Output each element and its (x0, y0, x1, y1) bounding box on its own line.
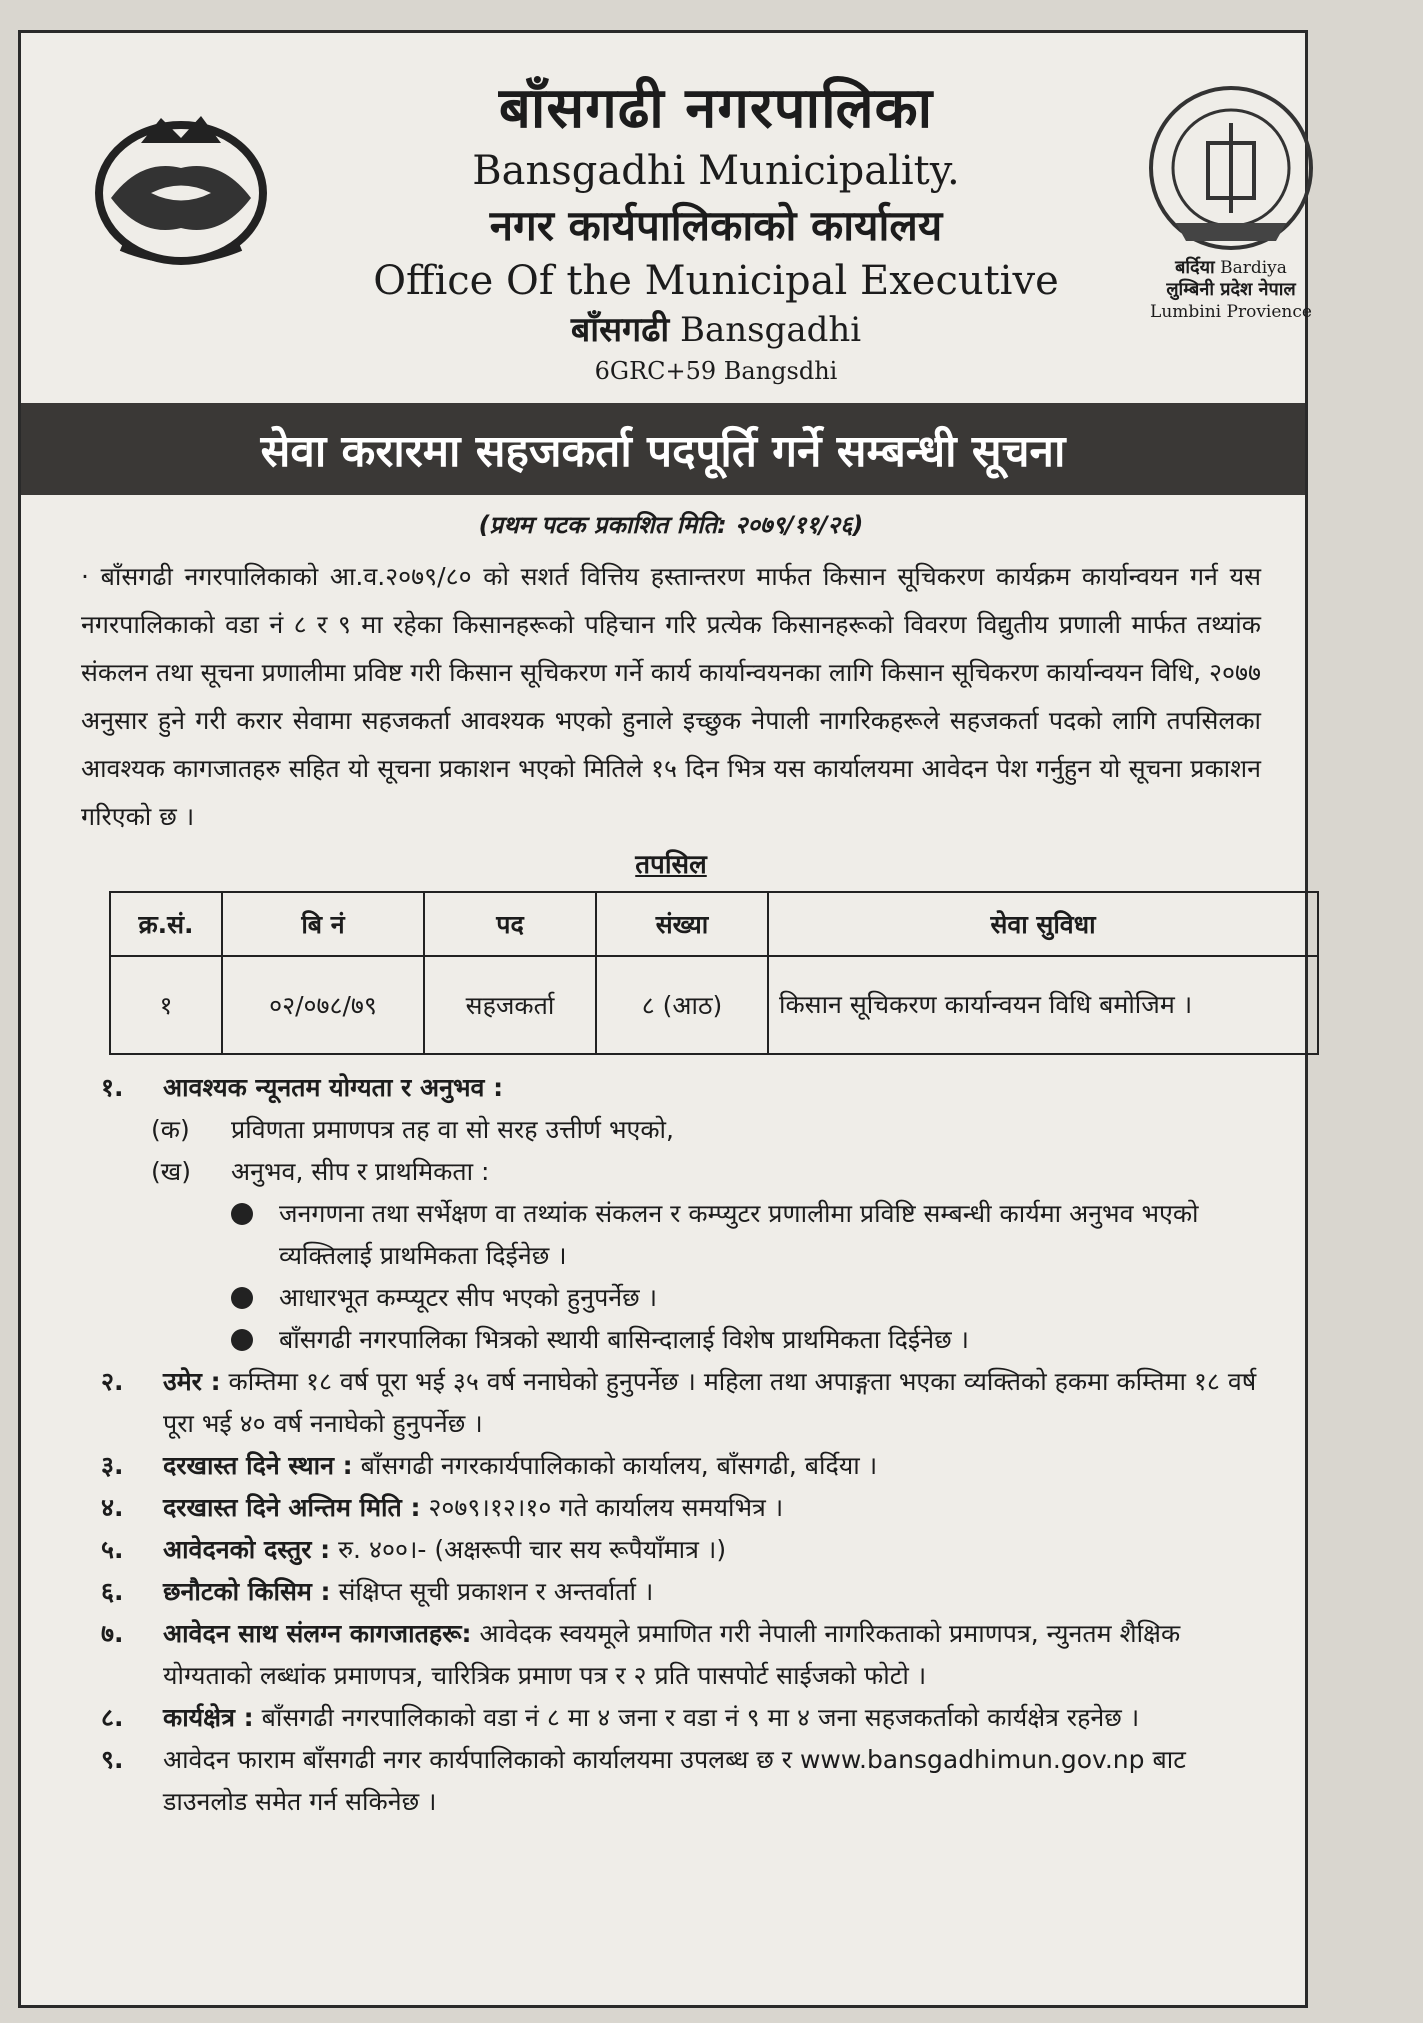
sub-item-label: (क) (151, 1115, 190, 1144)
table-cell: किसान सूचिकरण कार्यान्वयन विधि बमोजिम । (768, 956, 1318, 1054)
sub-item (151, 1109, 1261, 1151)
item-label: छनौटको किसिम : (163, 1577, 331, 1606)
bullet-item (231, 1193, 1261, 1277)
seal-province-np-line (1131, 279, 1331, 301)
schedule-heading: तपसिल (635, 850, 707, 880)
bullet-icon (231, 1287, 253, 1309)
sub-item (151, 1151, 1261, 1193)
place-name (321, 307, 1111, 353)
item-label: उमेर : (163, 1367, 221, 1396)
seal-province-en: Lumbini Provience (1150, 302, 1312, 322)
list-item (101, 1067, 1261, 1109)
bullet-text: आधारभूत कम्प्यूटर सीप भएको हुनुपर्नेछ । (279, 1283, 658, 1312)
item-value: आवेदन फाराम बाँसगढी नगर कार्यपालिकाको कार्यालयमा उपलब्ध छ र www.bansgadhimun.gov.np बाट डाउनलोड समेत गर्न सकिनेछ । (163, 1745, 1186, 1816)
requirements-list (81, 1067, 1261, 1823)
table-header-row (110, 892, 1318, 956)
item-label: आवेदन साथ संलग्न कागजातहरू: (163, 1619, 472, 1648)
intro-paragraph: · बाँसगढी नगरपालिकाको आ.व.२०७९/८० को सशर्त वित्तिय हस्तान्तरण मार्फत किसान सूचिकरण कार्यक्रम कार्यान्वयन गर्न यस नगरपालिकाको वडा नं ८ र ९ मा रहेका किसानहरूको पहिचान गरि प्रत्येक किसानहरूको विवरण विद्युतीय प्रणाली मार्फत तथ्यांक संकलन तथा सूचना प्रणालीमा प्रविष्ट गरी किसान सूचिकरण गर्ने कार्य कार्यान्वयनका लागि किसान सूचिकरण कार्यान्वयन विधि, २०७७ अनुसार हुने गरी करार सेवामा सहजकर्ता आवश्यक भएको हुनाले इच्छुक नेपाली नागरिकहरूले सहजकर्ता पदको लागि तपसिलका आवश्यक कागजातहरु सहित यो सूचना प्रकाशन भएको मितिले १५ दिन भित्र यस कार्यालयमा आवेदन पेश गर्नुहुन यो सूचना प्रकाशन गरिएको छ । (81, 562, 1261, 831)
nepal-emblem-icon (81, 98, 281, 268)
item-number: ६. (101, 1577, 124, 1606)
bullet-text: जनगणना तथा सर्भेक्षण वा तथ्यांक संकलन र कम्प्युटर प्रणालीमा प्रविष्टि सम्बन्धी कार्यमा अनुभव भएको व्यक्तिलाई प्राथमिकता दिईनेछ । (279, 1199, 1199, 1270)
list-item (101, 1487, 1261, 1529)
notice-title-banner: सेवा करारमा सहजकर्ता पदपूर्ति गर्ने सम्बन्धी सूचना (21, 403, 1305, 495)
seal-district-np: बर्दिया (1175, 257, 1215, 278)
office-name-np: नगर कार्यपालिकाको कार्यालय (489, 201, 943, 250)
notice-sheet (18, 30, 1312, 2008)
place-name-np: बाँसगढी (570, 310, 670, 350)
municipality-seal-icon (1146, 83, 1316, 253)
sub-item-text: प्रविणता प्रमाणपत्र तह वा सो सरह उत्तीर्ण भएको, (231, 1115, 674, 1144)
item-value: बाँसगढी नगरपालिकाको वडा नं ८ मा ४ जना र वडा नं ९ मा ४ जना सहजकर्ताको कार्यक्षेत्र रहनेछ । (261, 1703, 1140, 1732)
office-name-en: Office Of the Municipal Executive (373, 258, 1059, 304)
seal-district-en: Bardiya (1220, 258, 1287, 278)
municipality-name-np: बाँसगढी नगरपालिका (498, 76, 934, 141)
list-item (101, 1445, 1261, 1487)
municipality-name-en: Bansgadhi Municipality. (472, 148, 960, 194)
list-item (101, 1739, 1261, 1823)
sub-item-label: (ख) (151, 1157, 191, 1186)
bullet-icon (231, 1203, 253, 1225)
sub-item-text: अनुभव, सीप र प्राथमिकता : (231, 1157, 490, 1186)
list-item (101, 1571, 1261, 1613)
list-item (101, 1697, 1261, 1739)
item-value: २०७९।१२।१० गते कार्यालय समयभित्र । (428, 1493, 784, 1522)
item-number: ४. (101, 1493, 124, 1522)
table-cell: सहजकर्ता (424, 956, 596, 1054)
item-text (163, 1571, 1261, 1613)
item-number: ३. (101, 1451, 124, 1480)
table-header: पद (424, 892, 596, 956)
item-text (163, 1697, 1261, 1739)
item-text (163, 1445, 1261, 1487)
letterhead (21, 33, 1312, 401)
item-label: आवेदनको दस्तुर : (163, 1535, 331, 1564)
item-number: ७. (101, 1619, 124, 1648)
item-label: कार्यक्षेत्र : (163, 1703, 254, 1732)
list-item (101, 1529, 1261, 1571)
bullet-item (231, 1319, 1261, 1361)
item-number: ५. (101, 1535, 124, 1564)
table-header: बि नं (222, 892, 424, 956)
item-value: रु. ४००।- (अक्षरूपी चार सय रूपैयाँमात्र ।) (338, 1535, 727, 1564)
bullet-icon (231, 1329, 253, 1351)
table-header: क्र.सं. (110, 892, 222, 956)
item-text (163, 1529, 1261, 1571)
item-text (163, 1613, 1261, 1697)
item-text (163, 1067, 1261, 1109)
table-header: संख्या (596, 892, 768, 956)
table-row (110, 956, 1318, 1054)
municipality-seal (1131, 83, 1331, 383)
vacancy-table (109, 891, 1319, 1055)
list-item (101, 1361, 1261, 1445)
table-cell: ०२/०७८/७९ (222, 956, 424, 1054)
bullet-text: बाँसगढी नगरपालिका भित्रको स्थायी बासिन्दालाई विशेष प्राथमिकता दिईनेछ । (279, 1325, 970, 1354)
plus-code: 6GRC+59 Bangsdhi (594, 357, 838, 385)
notice-body (81, 503, 1261, 1823)
item-value: बाँसगढी नगरकार्यपालिकाको कार्यालय, बाँसगढी, बर्दिया । (360, 1451, 878, 1480)
item-label: आवश्यक न्यूनतम योग्यता र अनुभव : (163, 1073, 504, 1102)
publication-date: (प्रथम पटक प्रकाशित मिति: २०७९/११/२६) (478, 511, 864, 539)
letterhead-text (321, 73, 1111, 389)
item-text (163, 1361, 1261, 1445)
item-label: दरखास्त दिने स्थान : (163, 1451, 353, 1480)
item-text (163, 1487, 1261, 1529)
table-cell: ८ (आठ) (596, 956, 768, 1054)
item-value: संक्षिप्त सूची प्रकाशन र अन्तर्वार्ता । (338, 1577, 654, 1606)
item-number: ८. (101, 1703, 124, 1732)
item-label: दरखास्त दिने अन्तिम मिति : (163, 1493, 421, 1522)
bullet-item (231, 1277, 1261, 1319)
seal-province-np: लुम्बिनी प्रदेश नेपाल (1166, 279, 1296, 300)
table-cell: १ (110, 956, 222, 1054)
place-name-en: Bansgadhi (679, 310, 862, 350)
list-item (101, 1613, 1261, 1697)
item-number: ९. (101, 1745, 124, 1774)
table-header: सेवा सुविधा (768, 892, 1318, 956)
item-number: १. (101, 1073, 124, 1102)
item-value: कम्तिमा १८ वर्ष पूरा भई ३५ वर्ष ननाघेको हुनुपर्नेछ । महिला तथा अपाङ्गता भएका व्यक्तिको हकमा कम्तिमा १८ वर्ष पूरा भई ४० वर्ष ननाघेको हुनुपर्नेछ । (163, 1367, 1257, 1438)
item-text (163, 1739, 1261, 1823)
item-number: २. (101, 1367, 124, 1396)
item-value: आवेदक स्वयमूले प्रमाणित गरी नेपाली नागरिकताको प्रमाणपत्र, न्युनतम शैक्षिक योग्यताको लब्धांक प्रमाणपत्र, चारित्रिक प्रमाण पत्र र २ प्रति पासपोर्ट साईजको फोटो । (163, 1619, 1181, 1690)
seal-district (1131, 257, 1331, 279)
